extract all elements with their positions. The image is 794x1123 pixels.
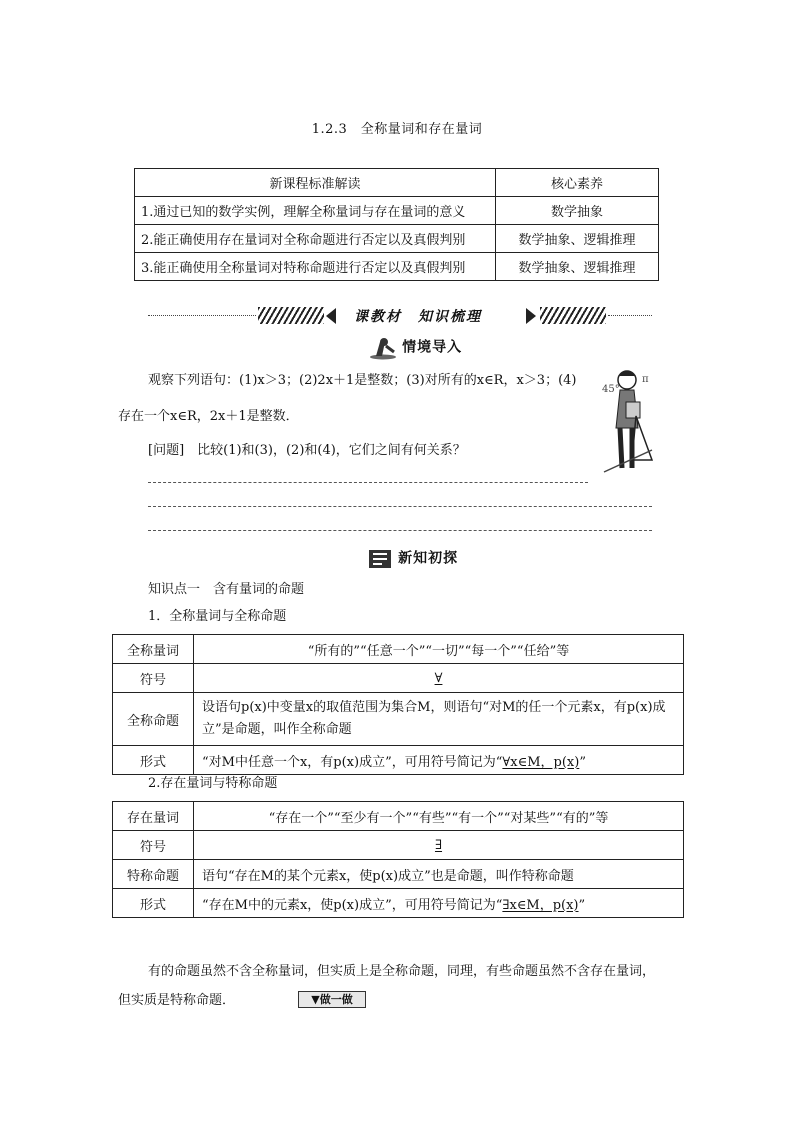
table-row (135, 169, 659, 197)
banner-label: 课教材 知识梳理 (354, 309, 482, 325)
table-row (113, 831, 684, 860)
table-label: 存在量词 (113, 802, 194, 831)
intro-heading-label: 情境导入 (402, 339, 463, 356)
table-row (113, 860, 684, 889)
subsection-universal: 1．全称量词与全称命题 (148, 609, 287, 624)
intro-line-1: 观察下列语句：(1)x＞3；(2)2x＋1是整数；(3)对所有的x∈R，x＞3；(4) (148, 373, 577, 388)
existential-quantifier-table (112, 801, 684, 918)
table-cell: 3.能正确使用全称量词对特称命题进行否定以及真假判别 (135, 253, 496, 281)
form-text: “对M中任意一个x，有p(x)成立”，可用符号简记为“ (202, 754, 503, 770)
student-illustration-icon (596, 362, 658, 480)
table-cell (194, 664, 684, 693)
form-text: “存在M中的元素x，使p(x)成立”，可用符号简记为“ (202, 897, 503, 913)
table-cell: 设语句p(x)中变量x的取值范围为集合M，则语句“对M的任一个元素x，有p(x)成立”是命题，叫作全称命题 (194, 693, 684, 746)
knowledge-point-title: 知识点一 含有量词的命题 (148, 582, 305, 597)
table-label: 符号 (113, 831, 194, 860)
svg-text:45°: 45° (602, 384, 620, 395)
banner-arrow-left-icon (326, 308, 336, 324)
table-cell (194, 831, 684, 860)
note-line-1: 有的命题虽然不含全称量词，但实质上是全称命题，同理，有些命题虽然不含存在量词， (148, 964, 656, 979)
microscope-icon (368, 336, 398, 360)
table-row (135, 197, 659, 225)
subsection-existential: 2.存在量词与特称命题 (148, 776, 278, 791)
intro-question: [问题] 比较(1)和(3)，(2)和(4)，它们之间有何关系？ (148, 443, 466, 458)
banner-divider (608, 315, 652, 316)
svg-text:π: π (642, 374, 649, 385)
form-symbol: ∃x∈M，p(x) (502, 897, 579, 913)
banner-hatch (258, 307, 324, 324)
answer-line (148, 506, 652, 507)
table-cell: 数学抽象、逻辑推理 (496, 253, 659, 281)
table-header: 核心素养 (496, 169, 659, 197)
table-cell: 1.通过已知的数学实例，理解全称量词与存在量词的意义 (135, 197, 496, 225)
table-cell (194, 746, 684, 775)
table-row (135, 225, 659, 253)
book-icon (366, 547, 394, 571)
banner-divider (148, 315, 256, 316)
table-row (113, 746, 684, 775)
table-row (113, 635, 684, 664)
section-banner (148, 304, 652, 328)
note-line-2: 但实质是特称命题． (118, 993, 236, 1008)
form-end: ” (578, 897, 586, 913)
banner-arrow-right-icon (526, 308, 536, 324)
table-label: 符号 (113, 664, 194, 693)
answer-line (148, 482, 588, 483)
try-it-label: 做一做 (319, 993, 353, 1006)
new-knowledge-heading (366, 547, 458, 571)
table-cell: 数学抽象 (496, 197, 659, 225)
table-header: 新课程标准解读 (135, 169, 496, 197)
table-row (113, 664, 684, 693)
try-it-button[interactable]: ▼做一做 (298, 991, 366, 1008)
table-cell (194, 889, 684, 918)
table-label: 全称命题 (113, 693, 194, 746)
exists-symbol: ∃ (434, 837, 443, 853)
intro-heading (368, 336, 462, 360)
table-row (135, 253, 659, 281)
table-row (113, 889, 684, 918)
table-cell: 语句“存在M的某个元素x，使p(x)成立”也是命题，叫作特称命题 (194, 860, 684, 889)
banner-hatch (540, 307, 606, 324)
table-label: 特称命题 (113, 860, 194, 889)
table-label: 全称量词 (113, 635, 194, 664)
page-title: 1.2.3 全称量词和存在量词 (311, 122, 483, 137)
table-row (113, 802, 684, 831)
table-cell: 数学抽象、逻辑推理 (496, 225, 659, 253)
table-cell: 2.能正确使用存在量词对全称命题进行否定以及真假判别 (135, 225, 496, 253)
intro-line-2: 存在一个x∈R，2x＋1是整数． (118, 409, 299, 424)
form-end: ” (579, 754, 586, 770)
form-symbol: ∀x∈M，p(x) (502, 754, 580, 770)
new-knowledge-label: 新知初探 (398, 550, 459, 567)
forall-symbol: ∀ (434, 670, 443, 686)
table-label: 形式 (113, 889, 194, 918)
answer-line (148, 530, 652, 531)
standards-table (134, 168, 659, 281)
table-cell: “存在一个”“至少有一个”“有些”“有一个”“对某些”“有的”等 (194, 802, 684, 831)
table-row (113, 693, 684, 746)
table-label: 形式 (113, 746, 194, 775)
universal-quantifier-table (112, 634, 684, 775)
table-cell: “所有的”“任意一个”“一切”“每一个”“任给”等 (194, 635, 684, 664)
